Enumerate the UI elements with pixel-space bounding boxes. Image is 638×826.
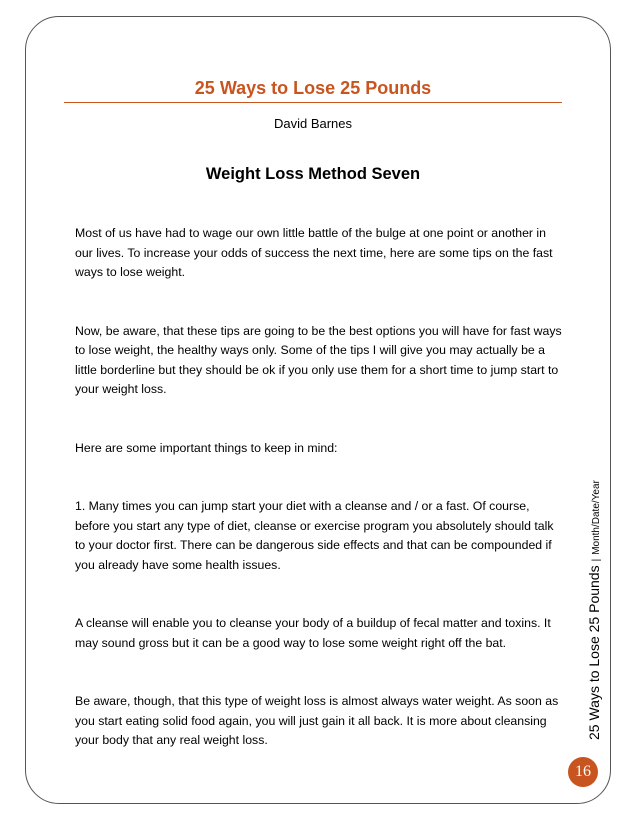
section-title: Weight Loss Method Seven <box>205 165 421 183</box>
running-header-vertical <box>586 480 602 740</box>
body-text <box>75 224 565 771</box>
author-name: David Barnes <box>273 116 353 131</box>
page-number-badge: 16 <box>568 757 598 787</box>
document-title: 25 Ways to Lose 25 Pounds <box>194 78 432 98</box>
document-title-container <box>64 78 562 99</box>
paragraph: 1. Many times you can jump start your diet with a cleanse and / or a fast. Of course, before you start any type of diet, cleanse or exercise program you absolutely should talk to your doctor first. There can be dangerous side effects and that can be compounded if you already have some health issues. <box>75 499 554 572</box>
paragraph: Now, be aware, that these tips are going to be the best options you will have for fast ways to lose weight, the healthy ways only. Some of the tips I will give you may actually be a little borderline but they should be ok if you only use them for a short time to jump start to your weight loss. <box>75 323 562 396</box>
paragraph: Most of us have had to wage our own little battle of the bulge at one point or another in our lives. To increase your odds of success the next time, here are some tips on the fast ways to lose weight. <box>75 226 553 279</box>
running-title: 25 Ways to Lose 25 Pounds <box>586 565 602 740</box>
paragraph: A cleanse will enable you to cleanse your body of a buildup of fecal matter and toxins. It may sound gross but it can be a good way to lose some weight right off the bat. <box>75 616 551 650</box>
paragraph: Here are some important things to keep in mind: <box>75 440 338 455</box>
running-date: Month/Date/Year <box>591 480 602 555</box>
running-separator: | <box>591 558 602 562</box>
title-divider <box>64 102 562 103</box>
paragraph: Be aware, though, that this type of weight loss is almost always water weight. As soon as you start eating solid food again, you will just gain it all back. It is more about cleansing your body that any real weight loss. <box>75 694 559 747</box>
